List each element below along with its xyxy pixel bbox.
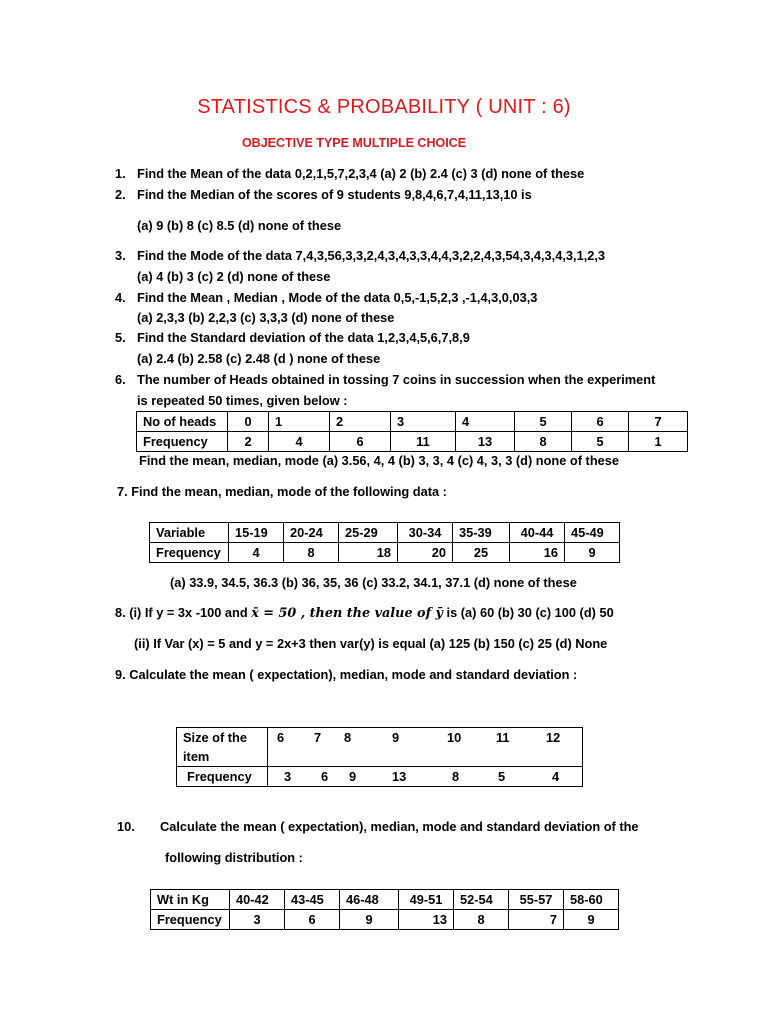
question-number: 3.	[115, 248, 126, 263]
row-value: 4	[552, 769, 560, 784]
table-cell: 7	[629, 412, 688, 432]
table-cell: Wt in Kg	[151, 890, 230, 910]
table-cell: 13	[399, 910, 454, 930]
question-number: 6.	[115, 372, 126, 387]
question-number: 4.	[115, 290, 126, 305]
table-cell: 30-34	[398, 523, 453, 543]
question-9: 9. Calculate the mean ( expectation), median, mode and standard deviation :	[115, 667, 578, 682]
table-cell	[268, 728, 583, 767]
header-value: 6	[277, 730, 285, 745]
table-cell: 4	[229, 543, 284, 563]
header-value: 8	[344, 730, 352, 745]
table-cell: 8	[454, 910, 509, 930]
question-4-options: (a) 2,3,3 (b) 2,2,3 (c) 3,3,3 (d) none of these	[137, 310, 395, 325]
question-2	[115, 187, 532, 202]
question-4	[115, 290, 537, 305]
question-10-line2: following distribution :	[165, 850, 303, 865]
table-cell: 6	[572, 412, 629, 432]
table-row	[177, 767, 583, 787]
table-cell: 1	[629, 432, 688, 452]
table-cell: 2	[330, 412, 391, 432]
question-text: Find the Mean , Median , Mode of the data 0,5,-1,5,2,3 ,-1,4,3,0,03,3	[137, 290, 538, 305]
table-row	[151, 910, 619, 930]
table-cell: 45-49	[565, 523, 620, 543]
table-row	[137, 412, 688, 432]
table-cell: Frequency	[151, 910, 230, 930]
table-cell: 5	[515, 412, 572, 432]
table-cell: Variable	[150, 523, 229, 543]
table-cell: 8	[515, 432, 572, 452]
question-7: 7. Find the mean, median, mode of the following data :	[117, 484, 447, 499]
row-value: 6	[321, 769, 329, 784]
table-cell: 1	[269, 412, 330, 432]
header-line: Size of the	[183, 730, 247, 745]
question-7-options: (a) 33.9, 34.5, 36.3 (b) 36, 35, 36 (c) 33.2, 34.1, 37.1 (d) none of these	[170, 575, 577, 590]
table-cell: 49-51	[399, 890, 454, 910]
question-6-options: Find the mean, median, mode (a) 3.56, 4, 4 (b) 3, 3, 4 (c) 4, 3, 3 (d) none of these	[139, 453, 619, 468]
heads-frequency-table	[136, 411, 688, 452]
question-number: 1.	[115, 166, 126, 181]
question-text: The number of Heads obtained in tossing 7 coins in succession when the experiment	[137, 372, 656, 387]
question-text: Find the Standard deviation of the data 1,2,3,4,5,6,7,8,9	[137, 330, 470, 345]
table-cell: 9	[564, 910, 619, 930]
table-cell: 2	[228, 432, 269, 452]
question-8-part-1	[115, 605, 614, 621]
table-cell: 15-19	[229, 523, 284, 543]
math-expression: x̄ = 50 , then the value of ȳ	[251, 606, 443, 621]
question-text: 8. (i) If y = 3x -100 and	[115, 605, 252, 620]
row-value: 5	[498, 769, 506, 784]
table-row	[177, 728, 583, 767]
header-value: 11	[496, 730, 510, 745]
table-cell: 20-24	[284, 523, 339, 543]
question-2-options: (a) 9 (b) 8 (c) 8.5 (d) none of these	[137, 218, 342, 233]
table-cell	[268, 767, 583, 787]
table-cell: No of heads	[137, 412, 228, 432]
row-value: 13	[392, 769, 407, 784]
table-cell: 9	[340, 910, 399, 930]
table-cell: 40-42	[230, 890, 285, 910]
page-subtitle: OBJECTIVE TYPE MULTIPLE CHOICE	[241, 136, 467, 150]
weight-frequency-table	[150, 889, 619, 930]
table-cell: 6	[285, 910, 340, 930]
table-row	[150, 543, 620, 563]
row-value: 9	[349, 769, 357, 784]
table-cell: 6	[330, 432, 391, 452]
table-cell: 3	[391, 412, 456, 432]
row-value: 3	[284, 769, 292, 784]
header-line: item	[183, 749, 210, 764]
table-cell: 46-48	[340, 890, 399, 910]
question-6	[115, 372, 655, 387]
header-value: 10	[447, 730, 462, 745]
table-cell: 4	[456, 412, 515, 432]
table-cell: 55-57	[509, 890, 564, 910]
variable-frequency-table	[149, 522, 620, 563]
question-5-options: (a) 2.4 (b) 2.58 (c) 2.48 (d ) none of these	[137, 351, 381, 366]
table-cell: 4	[269, 432, 330, 452]
table-cell: 3	[230, 910, 285, 930]
table-cell: 11	[391, 432, 456, 452]
table-cell: 40-44	[510, 523, 565, 543]
question-6-line2: is repeated 50 times, given below :	[137, 393, 348, 408]
table-cell: 8	[284, 543, 339, 563]
table-cell: 58-60	[564, 890, 619, 910]
question-text: is (a) 60 (b) 30 (c) 100 (d) 50	[443, 605, 614, 620]
question-5	[115, 330, 470, 345]
row-value: 8	[452, 769, 460, 784]
table-cell: Frequency	[150, 543, 229, 563]
table-cell: 52-54	[454, 890, 509, 910]
table-row	[151, 890, 619, 910]
question-8-part-2: (ii) If Var (x) = 5 and y = 2x+3 then var(y) is equal (a) 125 (b) 150 (c) 25 (d) None	[134, 636, 608, 651]
question-10-line1: Calculate the mean ( expectation), median, mode and standard deviation of the	[160, 819, 639, 834]
table-cell: 16	[510, 543, 565, 563]
header-value: 7	[314, 730, 322, 745]
table-cell: 13	[456, 432, 515, 452]
table-cell: Frequency	[137, 432, 228, 452]
question-text: Find the Mode of the data 7,4,3,56,3,3,2,4,3,4,3,3,4,4,3,2,2,4,3,54,3,4,3,4,3,1,2,3	[137, 248, 606, 263]
page-title: STATISTICS & PROBABILITY ( UNIT : 6)	[197, 96, 571, 118]
question-text: Find the Median of the scores of 9 students 9,8,4,6,7,4,11,13,10 is	[137, 187, 532, 202]
table-row	[137, 432, 688, 452]
table-cell	[177, 728, 268, 767]
question-number: 2.	[115, 187, 126, 202]
header-value: 9	[392, 730, 400, 745]
table-row	[150, 523, 620, 543]
table-cell: 9	[565, 543, 620, 563]
header-value: 12	[546, 730, 561, 745]
table-cell: 25-29	[339, 523, 398, 543]
table-cell: 18	[339, 543, 398, 563]
question-10: 10.	[117, 819, 135, 834]
table-cell: Frequency	[177, 767, 268, 787]
table-cell: 25	[453, 543, 510, 563]
size-frequency-table	[176, 727, 583, 787]
table-cell: 35-39	[453, 523, 510, 543]
question-number: 5.	[115, 330, 126, 345]
question-3	[115, 248, 605, 263]
table-cell: 43-45	[285, 890, 340, 910]
question-text: Find the Mean of the data 0,2,1,5,7,2,3,4 (a) 2 (b) 2.4 (c) 3 (d) none of these	[137, 166, 585, 181]
table-cell: 0	[228, 412, 269, 432]
table-cell: 5	[572, 432, 629, 452]
question-3-options: (a) 4 (b) 3 (c) 2 (d) none of these	[137, 269, 331, 284]
table-cell: 20	[398, 543, 453, 563]
question-1	[115, 166, 584, 181]
table-cell: 7	[509, 910, 564, 930]
